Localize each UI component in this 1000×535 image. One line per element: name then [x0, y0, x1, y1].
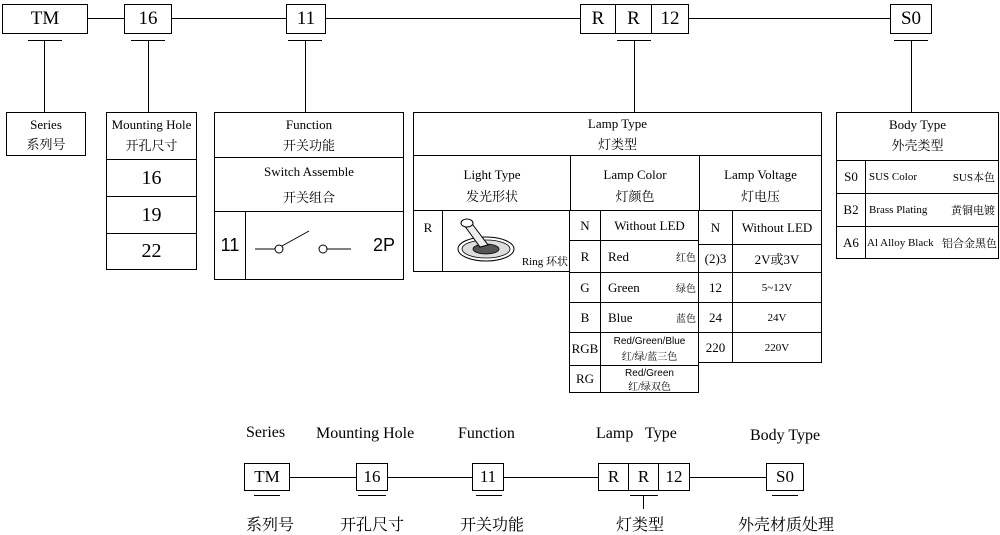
- series-title: Series: [30, 117, 62, 132]
- bottom-label-function: Function: [458, 425, 515, 442]
- lamp-voltage-subtitle: 灯电压: [740, 188, 780, 204]
- series-box: [6, 112, 86, 156]
- function-title: Function: [285, 117, 333, 132]
- bottom-caption-function: 开关功能: [460, 517, 525, 534]
- lamp-color-cn: 蓝色: [676, 314, 696, 325]
- mounting-hole-subtitle: 开孔尺寸: [125, 137, 178, 153]
- lamp-color-cn: 红色: [676, 253, 696, 264]
- light-type-label: Ring 环状: [521, 256, 568, 268]
- bottom-underline-function: [476, 495, 502, 496]
- bottom-underline-series: [254, 495, 280, 496]
- lamp-color-table: [569, 210, 699, 393]
- body-cn: 铝合金黑色: [942, 237, 997, 250]
- hole-option: 22: [141, 240, 162, 262]
- lamp-color-name: Blue: [608, 309, 633, 325]
- bottom-caption-series: 系列号: [246, 517, 295, 534]
- body-cn: 黄铜电镀: [951, 205, 995, 217]
- light-type-code: R: [423, 220, 433, 235]
- switch-code: 11: [220, 235, 240, 255]
- lamp-color-code: RG: [575, 371, 595, 386]
- function-table: [214, 112, 404, 280]
- bottom-code-function: 11: [472, 463, 504, 491]
- lamp-voltage-code: N: [710, 219, 721, 235]
- bottom-code-body: S0: [766, 463, 804, 491]
- bottom-caption-lamp: 灯类型: [616, 517, 665, 534]
- lamp-color-cn: 红/绿/蓝三色: [621, 352, 678, 363]
- body-type-title: Body Type: [889, 117, 946, 132]
- mounting-hole-title: Mounting Hole: [111, 117, 192, 132]
- code-body: S0: [890, 4, 932, 34]
- bottom-underline-lamp: [630, 495, 658, 496]
- function-subtitle: 开关功能: [282, 137, 335, 153]
- bottom-caption-hole: 开孔尺寸: [340, 517, 405, 534]
- body-name: SUS Color: [869, 171, 917, 183]
- lamp-voltage-code: (2)3: [704, 250, 727, 266]
- code-lamp-2: R: [615, 4, 652, 34]
- series-subtitle: 系列号: [26, 136, 66, 152]
- lamp-type-subtitle: 灯类型: [597, 136, 637, 152]
- bottom-label-lamp: Lamp Type: [596, 425, 677, 442]
- lamp-connector: [634, 40, 635, 112]
- hole-option: 16: [141, 166, 162, 189]
- body-type-table: [836, 112, 999, 259]
- series-connector: [44, 40, 45, 112]
- lamp-color-code: B: [580, 309, 590, 325]
- light-type-subtitle: 发光形状: [465, 188, 518, 204]
- bottom-tick-lamp: [643, 495, 644, 509]
- body-type-subtitle: 外壳类型: [891, 137, 944, 153]
- lamp-color-name: Green: [608, 279, 640, 295]
- bottom-underline-body: [772, 495, 798, 496]
- lamp-color-subtitle: 灯颜色: [615, 188, 655, 204]
- body-code: S0: [844, 169, 858, 184]
- mounting-hole-table: [106, 112, 197, 270]
- lamp-voltage-value: 24V: [767, 311, 787, 324]
- body-connector: [911, 40, 912, 112]
- function-connector: [305, 40, 306, 112]
- switch-assemble-subtitle: 开关组合: [282, 189, 335, 205]
- lamp-color-cn: 红/绿双色: [628, 381, 671, 393]
- lamp-type-header: [413, 112, 822, 156]
- code-series: TM: [2, 4, 88, 34]
- bottom-label-hole: Mounting Hole: [316, 425, 415, 442]
- switch-symbol-icon: [251, 225, 361, 265]
- bottom-code-series: TM: [244, 463, 290, 491]
- code-hole: 16: [124, 4, 172, 34]
- lamp-color-code: R: [580, 248, 590, 264]
- lamp-voltage-value: 5~12V: [761, 281, 793, 294]
- series-underline: [28, 40, 62, 41]
- body-code: B2: [843, 202, 859, 217]
- bottom-code-lamp-2: R: [628, 463, 659, 491]
- bottom-label-body: Body Type: [750, 427, 821, 444]
- lamp-color-name: Red/Green/Blue: [613, 336, 686, 347]
- code-lamp-3: 12: [651, 4, 689, 34]
- lamp-color-name: Without LED: [614, 217, 685, 233]
- lamp-voltage-value: Without LED: [741, 219, 813, 235]
- code-function: 11: [286, 4, 326, 34]
- lamp-voltage-table: [698, 210, 822, 363]
- lamp-voltage-code: 220: [705, 339, 726, 355]
- lamp-voltage-code: 12: [709, 279, 722, 295]
- lamp-color-code: N: [580, 217, 590, 233]
- body-name: Al Alloy Black: [867, 236, 934, 249]
- switch-assemble-title: Switch Assemble: [264, 164, 354, 179]
- bottom-code-hole: 16: [356, 463, 388, 491]
- lamp-color-code: RGB: [571, 341, 599, 356]
- lamp-voltage-code: 24: [709, 309, 722, 325]
- lamp-color-cn: 绿色: [676, 284, 696, 295]
- bottom-underline-hole: [358, 495, 386, 496]
- top-connector-line: [88, 18, 908, 19]
- lamp-color-title: Lamp Color: [603, 167, 667, 182]
- lamp-color-name: Red/Green: [625, 367, 674, 379]
- bottom-code-lamp-1: R: [598, 463, 629, 491]
- body-cn: SUS本色: [952, 172, 995, 184]
- switch-poles: 2P: [372, 235, 396, 255]
- bottom-caption-body: 外壳材质处理: [738, 517, 835, 534]
- lamp-voltage-value: 2V或3V: [754, 252, 800, 267]
- hole-option: 19: [141, 203, 162, 226]
- lamp-voltage-title: Lamp Voltage: [724, 167, 797, 182]
- lamp-type-title: Lamp Type: [587, 116, 648, 131]
- lamp-color-name: Red: [608, 248, 629, 264]
- lamp-subheader: [413, 155, 822, 211]
- code-lamp-1: R: [580, 4, 616, 34]
- body-name: Brass Plating: [869, 204, 928, 216]
- light-type-title: Light Type: [463, 167, 521, 182]
- bottom-code-lamp-3: 12: [658, 463, 690, 491]
- lamp-color-code: G: [580, 279, 590, 295]
- lamp-voltage-value: 220V: [764, 341, 790, 354]
- light-type-cell: [413, 210, 570, 272]
- ring-switch-icon: [454, 215, 518, 267]
- body-code: A6: [843, 234, 859, 250]
- hole-connector: [148, 40, 149, 112]
- bottom-label-series: Series: [246, 424, 286, 441]
